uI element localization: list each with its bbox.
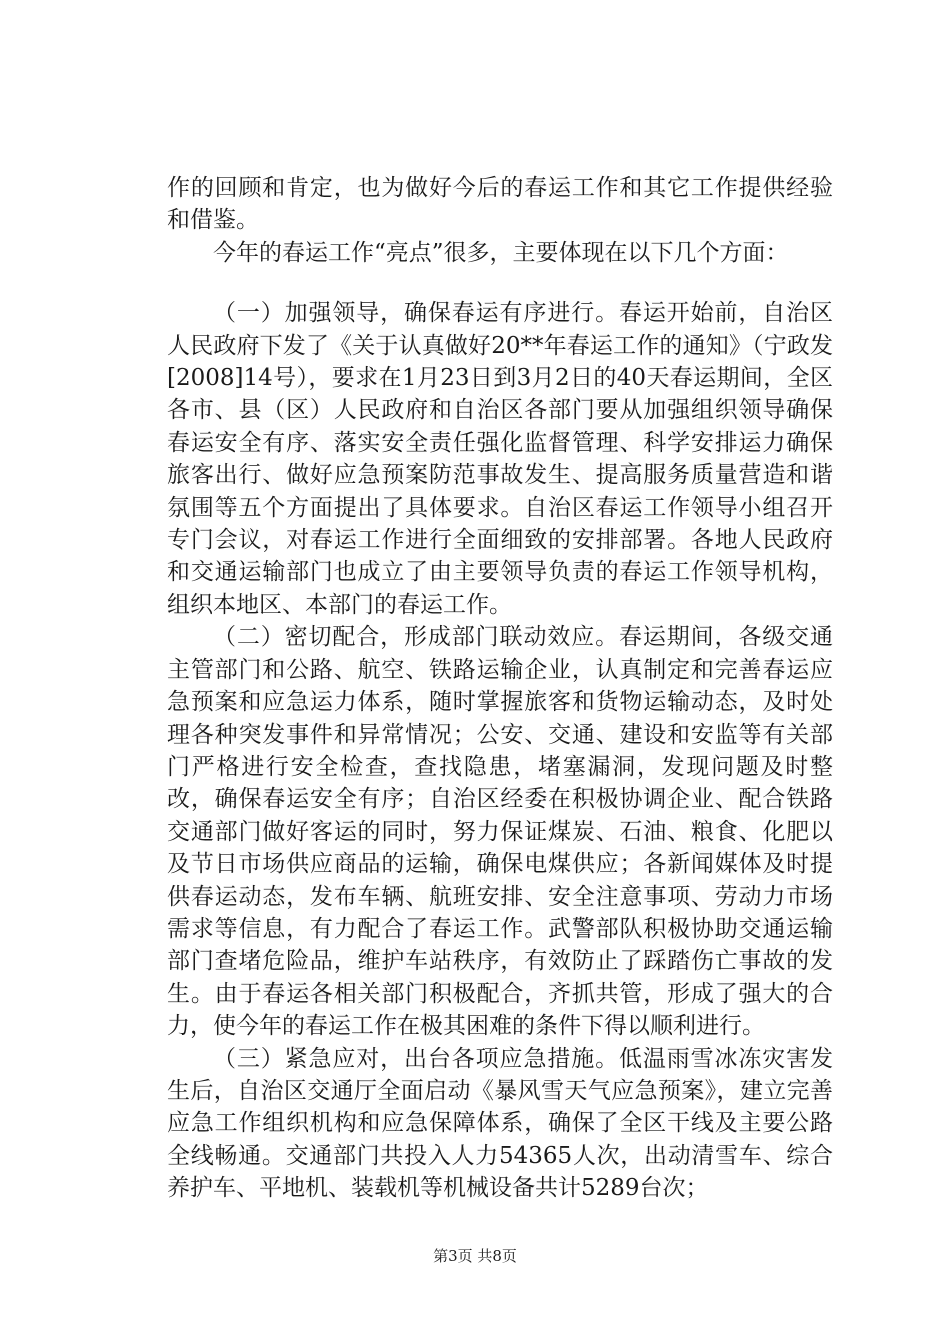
paragraph-section-1: （一）加强领导，确保春运有序进行。春运开始前，自治区人民政府下发了《关于认真做好20**年春运工作的通知》（宁政发[2008]14号），要求在1月23日到3月2日的40天春运期间，全区各市、县（区）人民政府和自治区各部门要从加强组织领导确保春运安全有序、落实安全责任强化监督管理、科学安排运力确保旅客出行、做好应急预案防范事故发生、提高服务质量营造和谐氛围等五个方面提出了具体要求。自治区春运工作领导小组召开专门会议，对春运工作进行全面细致的安排部署。各地人民政府和交通运输部门也成立了由主要领导负责的春运工作领导机构，组织本地区、本部门的春运工作。 <box>167 300 833 618</box>
page-number-footer: 第3页 共8页 <box>433 1247 517 1265</box>
paragraph-continuation: 作的回顾和肯定，也为做好今后的春运工作和其它工作提供经验和借鉴。 <box>167 175 833 234</box>
body-text <box>167 172 833 1205</box>
paragraph-section-3: （三）紧急应对，出台各项应急措施。低温雨雪冰冻灾害发生后，自治区交通厅全面启动《暴风雪天气应急预案》，建立完善应急工作组织机构和应急保障体系，确保了全区干线及主要公路全线畅通。交通部门共投入人力54365人次，出动清雪车、综合养护车、平地机、装载机等机械设备共计5289台次； <box>167 1045 833 1202</box>
paragraph-section-2: （二）密切配合，形成部门联动效应。春运期间，各级交通主管部门和公路、航空、铁路运输企业，认真制定和完善春运应急预案和应急运力体系，随时掌握旅客和货物运输动态，及时处理各种突发事件和异常情况；公安、交通、建设和安监等有关部门严格进行安全检查，查找隐患，堵塞漏洞，发现问题及时整改，确保春运安全有序；自治区经委在积极协调企业、配合铁路交通部门做好客运的同时，努力保证煤炭、石油、粮食、化肥以及节日市场供应商品的运输，确保电煤供应；各新闻媒体及时提供春运动态，发布车辆、航班安排、安全注意事项、劳动力市场需求等信息，有力配合了春运工作。武警部队积极协助交通运输部门查堵危险品，维护车站秩序，有效防止了踩踏伤亡事故的发生。由于春运各相关部门积极配合，齐抓共管，形成了强大的合力，使今年的春运工作在极其困难的条件下得以顺利进行。 <box>167 624 833 1040</box>
paragraph-intro: 今年的春运工作“亮点”很多，主要体现在以下几个方面： <box>213 239 789 266</box>
